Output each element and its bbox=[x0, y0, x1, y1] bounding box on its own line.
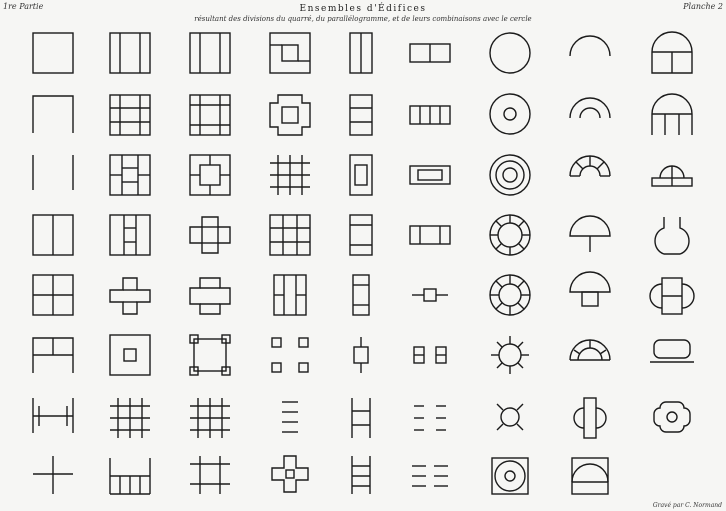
fig-c1-r4-split-square bbox=[33, 215, 73, 255]
fig-c9-r7-quatrefoil bbox=[654, 402, 690, 432]
fig-c1-r8-cross bbox=[33, 456, 73, 494]
fig-c2-r4-center-bay bbox=[110, 215, 150, 255]
fig-c7-r7-star-circle bbox=[497, 404, 523, 430]
fig-c4-r8-cross-pavilion bbox=[272, 456, 308, 492]
fig-c6-r5-small-square-axis bbox=[412, 289, 448, 301]
fig-c6-r1-wide-rect bbox=[410, 44, 450, 62]
fig-c4-r2-notched-square bbox=[270, 95, 310, 135]
fig-c6-r7-dashes bbox=[414, 406, 446, 430]
fig-c4-r6-four-pavilions bbox=[272, 338, 308, 372]
fig-c9-r5-circle-square-combo bbox=[650, 278, 694, 314]
fig-c9-r4-vase-plan bbox=[655, 217, 689, 254]
fig-c5-r1-tall-rect bbox=[350, 33, 372, 73]
plate-subtitle: résultant des divisions du quarré, du parallélogramme, et de leurs combinaisons avec le cercle bbox=[194, 15, 532, 23]
plate-title: Ensembles d'Édifices bbox=[299, 4, 427, 14]
fig-c5-r4-tall-split bbox=[350, 215, 372, 255]
fig-c8-r7-apsed-plan bbox=[574, 398, 606, 438]
fig-c7-r1-circle bbox=[490, 33, 530, 73]
fig-c5-r6-small-square-axis bbox=[354, 337, 368, 373]
fig-c8-r6-arched-colonnade bbox=[570, 340, 610, 360]
fig-c3-r1-square-bays bbox=[190, 33, 230, 73]
fig-c2-r8-ladder bbox=[110, 458, 150, 494]
fig-c6-r3-wide-court bbox=[410, 166, 450, 184]
fig-c1-r6-portico-frame bbox=[33, 338, 73, 373]
plate-part-label: 1re Partie bbox=[3, 2, 44, 11]
fig-c9-r2-arched-gate bbox=[652, 94, 692, 135]
fig-c6-r4-wide-split bbox=[410, 226, 450, 244]
fig-c7-r3-double-ring bbox=[490, 155, 530, 195]
fig-c1-r1-square bbox=[33, 33, 73, 73]
fig-c9-r3-domed-base bbox=[652, 166, 692, 186]
fig-c7-r8-squared-circle bbox=[492, 458, 528, 494]
fig-c2-r5-cross-plan bbox=[110, 278, 150, 314]
fig-c7-r4-segmented-ring bbox=[490, 215, 530, 255]
fig-c3-r3-ring-rooms bbox=[190, 155, 230, 195]
fig-c8-r3-segmented-arch bbox=[570, 156, 610, 176]
fig-c7-r2-ring-dot bbox=[490, 94, 530, 134]
fig-c7-r6-radiating-circle bbox=[491, 336, 529, 374]
fig-c8-r5-dome-on-base bbox=[570, 272, 610, 306]
fig-c5-r8-ladder-long bbox=[352, 456, 370, 494]
fig-c3-r4-cross-court bbox=[190, 217, 230, 253]
fig-c4-r4-room-grid bbox=[270, 215, 310, 255]
fig-c4-r5-tall-rooms bbox=[274, 275, 306, 315]
fig-c5-r3-tall-court bbox=[350, 155, 372, 195]
fig-c5-r2-tall-rooms bbox=[350, 95, 372, 135]
fig-c5-r7-ladder bbox=[352, 398, 370, 438]
fig-c3-r6-corner-pavilions bbox=[190, 335, 230, 375]
fig-c6-r8-dashes-wide bbox=[412, 466, 448, 486]
fig-c3-r8-open-grid bbox=[190, 456, 230, 494]
fig-c8-r2-half-ring bbox=[570, 98, 610, 118]
fig-c3-r7-hash-square bbox=[190, 398, 230, 438]
engraver-credit: Gravé par C. Normand bbox=[652, 502, 722, 509]
fig-c8-r8-framed-dome bbox=[572, 458, 608, 494]
fig-c8-r1-half-circle bbox=[570, 36, 610, 56]
fig-c1-r7-h-frame bbox=[33, 398, 73, 433]
fig-c6-r2-wide-rooms bbox=[410, 106, 450, 124]
fig-c5-r5-tall-winged bbox=[353, 275, 369, 315]
fig-c4-r7-dashed-rows bbox=[282, 402, 298, 432]
fig-c9-r1-arched-window bbox=[652, 32, 692, 73]
fig-c1-r3-two-lines bbox=[33, 155, 73, 190]
fig-c2-r6-nested-squares bbox=[110, 335, 150, 375]
fig-c9-r6-rounded-basin bbox=[650, 340, 694, 362]
fig-c4-r3-cross-grid bbox=[270, 155, 310, 195]
fig-c2-r7-hash-grid bbox=[110, 398, 150, 438]
fig-c1-r5-quartered-square bbox=[33, 275, 73, 315]
fig-c6-r6-paired-bays bbox=[414, 347, 446, 363]
fig-c4-r1-central-court bbox=[270, 33, 310, 73]
plate-number-label: Planche 2 bbox=[683, 2, 723, 11]
fig-c8-r4-half-dome-stem bbox=[570, 216, 610, 252]
fig-c2-r3-side-rooms bbox=[110, 155, 150, 195]
fig-c3-r5-winged-plan bbox=[190, 278, 230, 314]
fig-c2-r2-grid bbox=[110, 95, 150, 135]
fig-c3-r2-framed-court bbox=[190, 95, 230, 135]
fig-c2-r1-three-bay bbox=[110, 33, 150, 73]
fig-c7-r5-colonnade-ring bbox=[490, 275, 530, 315]
fig-c1-r2-open-frame bbox=[33, 96, 73, 133]
